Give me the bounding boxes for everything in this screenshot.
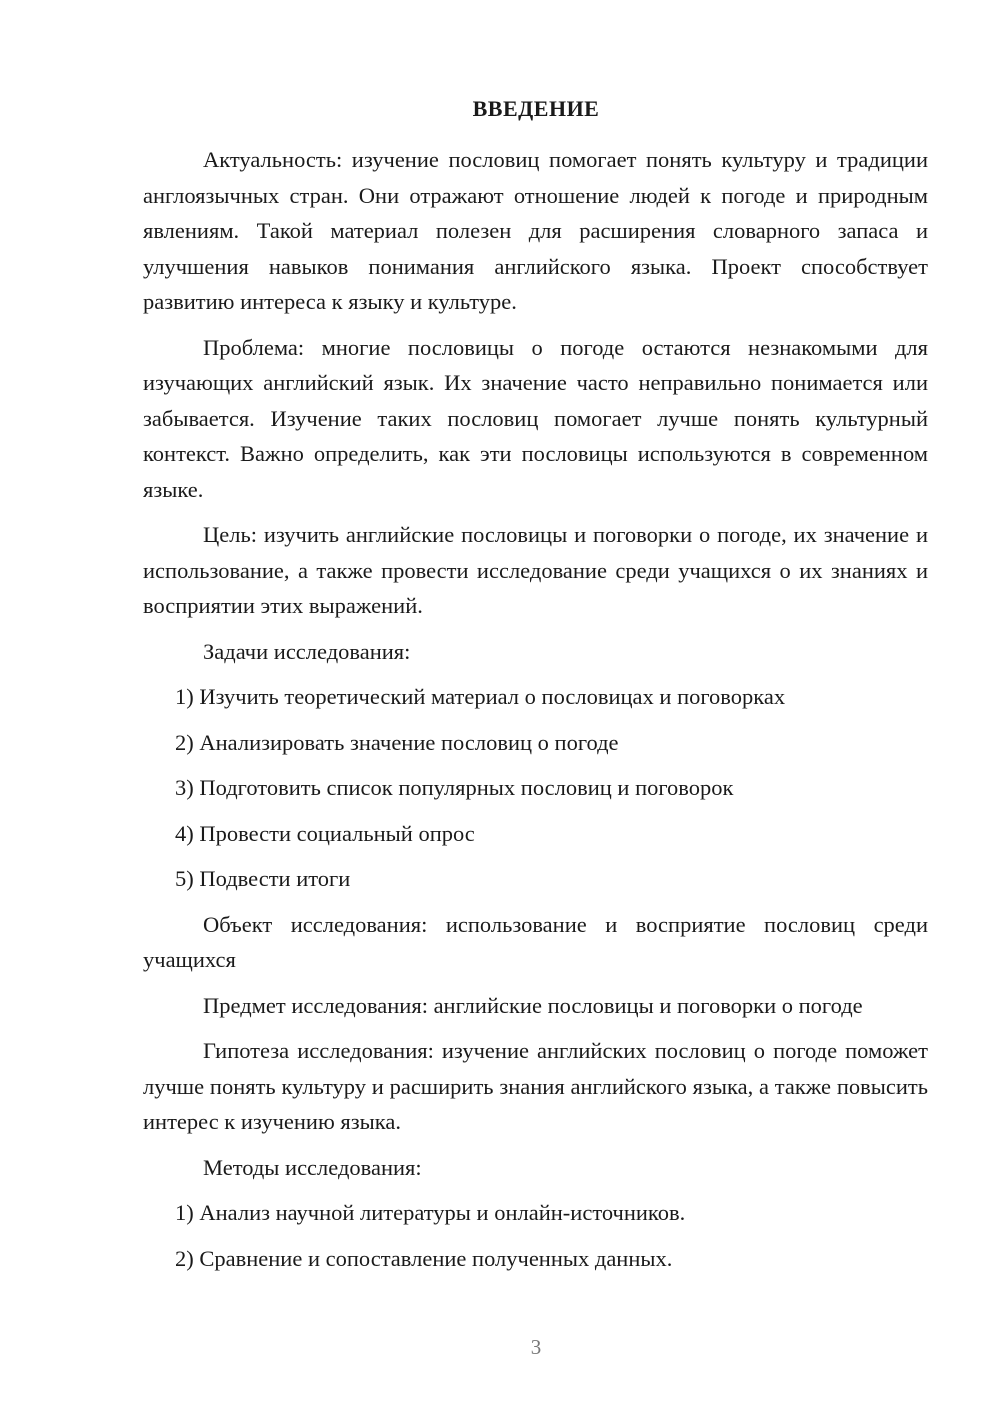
task-item: 1) Изучить теоретический материал о пословицах и поговорках bbox=[175, 684, 786, 709]
methods-heading: Методы исследования: bbox=[203, 1154, 422, 1180]
page-number: 3 bbox=[530, 1335, 542, 1359]
method-item: 2) Сравнение и сопоставление полученных данных. bbox=[175, 1245, 673, 1271]
tasks-heading: Задачи исследования: bbox=[203, 638, 411, 664]
goal-paragraph: Цель: изучить английские пословицы и поговорки о погоде, их значение и использование, а также провести исследование среди учащихся о их знаниях и восприятии этих выражений. bbox=[143, 522, 928, 618]
task-item: 3) Подготовить список популярных пословиц и поговорок bbox=[175, 775, 734, 800]
method-item: 1) Анализ научной литературы и онлайн-источников. bbox=[175, 1200, 686, 1225]
subject-paragraph: Предмет исследования: английские пословицы и поговорки о погоде bbox=[203, 992, 863, 1018]
task-item: 4) Провести социальный опрос bbox=[175, 820, 475, 846]
document-body bbox=[143, 142, 928, 1286]
problem-paragraph: Проблема: многие пословицы о погоде остаются незнакомыми для изучающих английский язык. Их значение часто неправильно понимается или забывается. Изучение таких пословиц помогает лучше понять культурный контекст. Важно определить, как эти пословицы используются в современном языке. bbox=[143, 334, 928, 502]
hypothesis-paragraph: Гипотеза исследования: изучение английских пословиц о погоде поможет лучше понять культуру и расширить знания английского языка, а также повысить интерес к изучению языка. bbox=[143, 1038, 928, 1134]
task-item: 5) Подвести итоги bbox=[175, 866, 351, 891]
page-title: ВВЕДЕНИЕ bbox=[472, 96, 600, 121]
object-paragraph: Объект исследования: использование и восприятие пословиц среди учащихся bbox=[143, 911, 928, 972]
task-item: 2) Анализировать значение пословиц о погоде bbox=[175, 729, 619, 755]
relevance-paragraph: Актуальность: изучение пословиц помогает понять культуру и традиции англоязычных стран. Они отражают отношение людей к погоде и природным явлениям. Такой материал полезен для расширения словарного запаса и улучшения навыков понимания английского языка. Проект способствует развитию интереса к языку и культуре. bbox=[143, 147, 928, 314]
